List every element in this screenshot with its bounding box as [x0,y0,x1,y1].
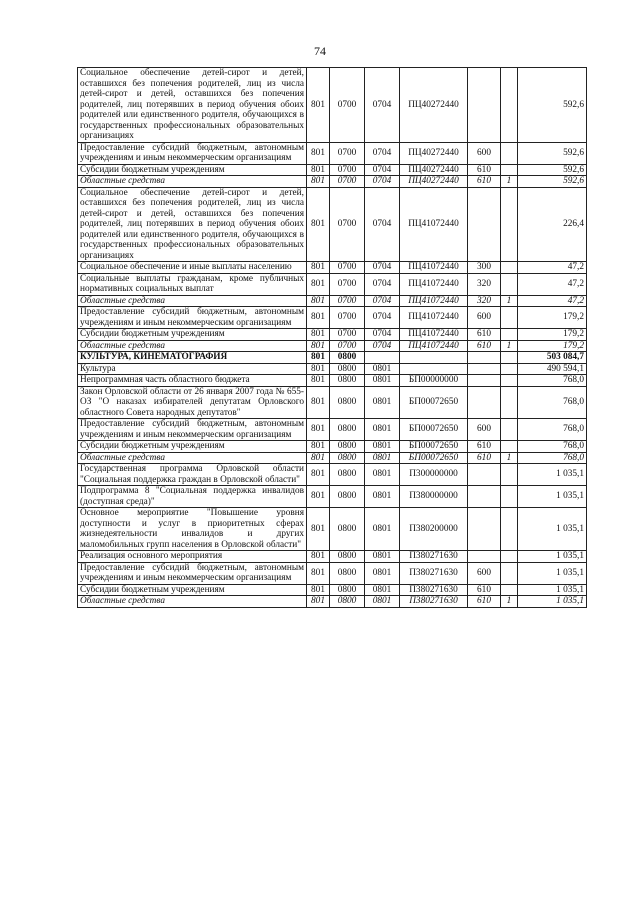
amount-cell: 1 035,1 [518,486,587,508]
table-row [78,441,587,453]
row-name-cell: Областные средства [78,176,307,188]
source-cell [501,164,518,176]
section-cell: 0800 [330,596,365,608]
amount-cell: 768,0 [518,452,587,464]
section-cell: 0800 [330,386,365,419]
row-name-cell: Областные средства [78,596,307,608]
subsection-cell: 0801 [365,464,400,486]
ved-cell: 801 [307,273,330,295]
table-row [78,295,587,307]
table-row [78,329,587,341]
table-row [78,452,587,464]
table-row [78,363,587,375]
row-name-cell: Предоставление субсидий бюджетным, автономным учреждениям и иным некоммерческим организациям [78,562,307,584]
source-cell [501,329,518,341]
target-article-cell: ПЦ40272440 [400,142,468,164]
table-row [78,562,587,584]
section-cell: 0700 [330,164,365,176]
ved-cell: 801 [307,176,330,188]
source-cell [501,551,518,563]
expense-type-cell: 610 [468,340,501,352]
subsection-cell: 0801 [365,584,400,596]
source-cell: 1 [501,452,518,464]
expense-type-cell [468,187,501,262]
source-cell [501,562,518,584]
expense-type-cell: 610 [468,164,501,176]
table-row [78,68,587,143]
ved-cell: 801 [307,486,330,508]
table-row [78,596,587,608]
amount-cell: 1 035,1 [518,562,587,584]
expense-type-cell [468,486,501,508]
expense-type-cell: 610 [468,441,501,453]
ved-cell: 801 [307,562,330,584]
subsection-cell: 0704 [365,187,400,262]
section-cell: 0700 [330,262,365,274]
source-cell [501,307,518,329]
expense-type-cell: 320 [468,273,501,295]
target-article-cell: ПЦ41072440 [400,307,468,329]
target-article-cell: П380271630 [400,551,468,563]
section-cell: 0800 [330,452,365,464]
subsection-cell: 0704 [365,273,400,295]
target-article-cell: П300000000 [400,464,468,486]
amount-cell: 1 035,1 [518,596,587,608]
section-cell: 0800 [330,375,365,387]
ved-cell: 801 [307,352,330,364]
amount-cell: 592,6 [518,164,587,176]
source-cell: 1 [501,176,518,188]
ved-cell: 801 [307,295,330,307]
ved-cell: 801 [307,375,330,387]
subsection-cell: 0801 [365,551,400,563]
source-cell [501,508,518,551]
expense-type-cell [468,386,501,419]
source-cell [501,68,518,143]
ved-cell: 801 [307,419,330,441]
table-row [78,486,587,508]
expense-type-cell: 600 [468,307,501,329]
ved-cell: 801 [307,584,330,596]
subsection-cell: 0801 [365,386,400,419]
subsection-cell: 0704 [365,307,400,329]
amount-cell: 768,0 [518,419,587,441]
target-article-cell: БП00000000 [400,375,468,387]
ved-cell: 801 [307,164,330,176]
row-name-cell: Предоставление субсидий бюджетным, автономным учреждениям и иным некоммерческим организациям [78,419,307,441]
section-cell: 0800 [330,486,365,508]
target-article-cell: ПЦ41072440 [400,273,468,295]
source-cell [501,187,518,262]
ved-cell: 801 [307,262,330,274]
target-article-cell: П380200000 [400,508,468,551]
page-number: 74 [314,44,326,58]
target-article-cell: П380271630 [400,562,468,584]
row-name-cell: КУЛЬТУРА, КИНЕМАТОГРАФИЯ [78,352,307,364]
source-cell: 1 [501,340,518,352]
row-name-cell: Областные средства [78,340,307,352]
ved-cell: 801 [307,508,330,551]
subsection-cell: 0801 [365,363,400,375]
target-article-cell: БП00072650 [400,386,468,419]
subsection-cell: 0801 [365,375,400,387]
budget-table [77,67,587,608]
target-article-cell: БП00072650 [400,419,468,441]
section-cell: 0800 [330,352,365,364]
target-article-cell: П380271630 [400,584,468,596]
amount-cell: 1 035,1 [518,584,587,596]
subsection-cell: 0704 [365,340,400,352]
expense-type-cell [468,464,501,486]
row-name-cell: Предоставление субсидий бюджетным, автономным учреждениям и иным некоммерческим организациям [78,142,307,164]
target-article-cell: ПЦ41072440 [400,187,468,262]
subsection-cell: 0704 [365,164,400,176]
expense-type-cell [468,551,501,563]
row-name-cell: Государственная программа Орловской области "Социальная поддержка граждан в Орловской области" [78,464,307,486]
section-cell: 0700 [330,295,365,307]
ved-cell: 801 [307,464,330,486]
ved-cell: 801 [307,187,330,262]
target-article-cell: ПЦ40272440 [400,68,468,143]
ved-cell: 801 [307,68,330,143]
section-cell: 0800 [330,464,365,486]
subsection-cell: 0704 [365,262,400,274]
amount-cell: 768,0 [518,386,587,419]
ved-cell: 801 [307,452,330,464]
row-name-cell: Социальное обеспечение детей-сирот и детей, оставшихся без попечения родителей, лиц из числа детей-сирот и детей, оставшихся без попечения родителей, лиц потерявших в период обучения обоих родителей или единственного родителя, обучающихся в государственных профессиональных образовательных организациях [78,68,307,143]
target-article-cell: П380000000 [400,486,468,508]
table-row [78,386,587,419]
section-cell: 0700 [330,273,365,295]
expense-type-cell: 610 [468,452,501,464]
amount-cell: 768,0 [518,441,587,453]
table-row [78,551,587,563]
table-row [78,340,587,352]
row-name-cell: Подпрограмма 8 "Социальная поддержка инвалидов (доступная среда)" [78,486,307,508]
section-cell: 0700 [330,307,365,329]
expense-type-cell: 600 [468,419,501,441]
section-cell: 0700 [330,176,365,188]
ved-cell: 801 [307,386,330,419]
amount-cell: 179,2 [518,307,587,329]
target-article-cell: БП00072650 [400,441,468,453]
amount-cell: 179,2 [518,329,587,341]
table-row [78,508,587,551]
section-cell: 0700 [330,329,365,341]
table-row [78,584,587,596]
section-cell: 0700 [330,142,365,164]
section-cell: 0800 [330,363,365,375]
expense-type-cell: 320 [468,295,501,307]
ved-cell: 801 [307,340,330,352]
expense-type-cell [468,363,501,375]
row-name-cell: Субсидии бюджетным учреждениям [78,584,307,596]
subsection-cell: 0704 [365,68,400,143]
target-article-cell: ПЦ41072440 [400,295,468,307]
amount-cell: 592,6 [518,142,587,164]
table-row [78,176,587,188]
source-cell [501,273,518,295]
source-cell [501,386,518,419]
target-article-cell [400,352,468,364]
table-body [78,68,587,608]
source-cell [501,584,518,596]
subsection-cell: 0801 [365,486,400,508]
subsection-cell: 0704 [365,142,400,164]
expense-type-cell: 610 [468,176,501,188]
table-row [78,307,587,329]
source-cell [501,419,518,441]
expense-type-cell: 610 [468,596,501,608]
row-name-cell: Культура [78,363,307,375]
target-article-cell [400,363,468,375]
section-cell: 0700 [330,68,365,143]
expense-type-cell [468,375,501,387]
expense-type-cell: 300 [468,262,501,274]
section-cell: 0800 [330,419,365,441]
source-cell: 1 [501,295,518,307]
subsection-cell: 0704 [365,329,400,341]
table-row [78,464,587,486]
subsection-cell: 0801 [365,452,400,464]
table-row [78,262,587,274]
row-name-cell: Предоставление субсидий бюджетным, автономным учреждениям и иным некоммерческим организациям [78,307,307,329]
ved-cell: 801 [307,596,330,608]
source-cell [501,464,518,486]
subsection-cell: 0801 [365,508,400,551]
table-row [78,352,587,364]
table-row [78,273,587,295]
row-name-cell: Социальные выплаты гражданам, кроме публичных нормативных социальных выплат [78,273,307,295]
section-cell: 0800 [330,441,365,453]
row-name-cell: Областные средства [78,452,307,464]
subsection-cell: 0801 [365,596,400,608]
amount-cell: 1 035,1 [518,464,587,486]
ved-cell: 801 [307,142,330,164]
amount-cell: 503 084,7 [518,352,587,364]
row-name-cell: Субсидии бюджетным учреждениям [78,329,307,341]
target-article-cell: ПЦ40272440 [400,164,468,176]
target-article-cell: ПЦ41072440 [400,329,468,341]
amount-cell: 179,2 [518,340,587,352]
amount-cell: 768,0 [518,375,587,387]
table-row [78,375,587,387]
expense-type-cell [468,68,501,143]
target-article-cell: ПЦ41072440 [400,340,468,352]
section-cell: 0700 [330,187,365,262]
subsection-cell: 0801 [365,562,400,584]
expense-type-cell: 600 [468,562,501,584]
row-name-cell: Основное мероприятие "Повышение уровня доступности и услуг в приоритетных сферах жизнедеятельности инвалидов и других маломобильных групп населения в Орловской области" [78,508,307,551]
amount-cell: 1 035,1 [518,551,587,563]
section-cell: 0800 [330,551,365,563]
ved-cell: 801 [307,307,330,329]
row-name-cell: Субсидии бюджетным учреждениям [78,441,307,453]
table-row [78,164,587,176]
amount-cell: 47,2 [518,295,587,307]
section-cell: 0800 [330,584,365,596]
subsection-cell: 0704 [365,295,400,307]
source-cell [501,375,518,387]
source-cell [501,486,518,508]
expense-type-cell [468,352,501,364]
subsection-cell [365,352,400,364]
row-name-cell: Реализация основного мероприятия [78,551,307,563]
row-name-cell: Закон Орловской области от 26 января 2007 года № 655-ОЗ "О наказах избирателей депутатам Орловского областного Совета народных депутатов" [78,386,307,419]
subsection-cell: 0704 [365,176,400,188]
source-cell [501,363,518,375]
target-article-cell: ПЦ41072440 [400,262,468,274]
expense-type-cell: 610 [468,584,501,596]
expense-type-cell [468,508,501,551]
amount-cell: 47,2 [518,262,587,274]
ved-cell: 801 [307,329,330,341]
subsection-cell: 0801 [365,441,400,453]
source-cell: 1 [501,596,518,608]
amount-cell: 226,4 [518,187,587,262]
expense-type-cell: 600 [468,142,501,164]
source-cell [501,352,518,364]
target-article-cell: П380271630 [400,596,468,608]
ved-cell: 801 [307,551,330,563]
section-cell: 0800 [330,508,365,551]
row-name-cell: Социальное обеспечение детей-сирот и детей, оставшихся без попечения родителей, лиц из числа детей-сирот и детей, оставшихся без попечения родителей, лиц потерявших в период обучения обоих родителей или единственного родителя, обучающихся в государственных профессиональных образовательных организациях [78,187,307,262]
row-name-cell: Социальное обеспечение и иные выплаты населению [78,262,307,274]
table-row [78,187,587,262]
amount-cell: 1 035,1 [518,508,587,551]
table-row [78,142,587,164]
target-article-cell: ПЦ40272440 [400,176,468,188]
subsection-cell: 0801 [365,419,400,441]
source-cell [501,142,518,164]
amount-cell: 592,6 [518,68,587,143]
expense-type-cell: 610 [468,329,501,341]
source-cell [501,262,518,274]
ved-cell: 801 [307,441,330,453]
amount-cell: 490 594,1 [518,363,587,375]
target-article-cell: БП00072650 [400,452,468,464]
amount-cell: 592,6 [518,176,587,188]
row-name-cell: Областные средства [78,295,307,307]
table-row [78,419,587,441]
row-name-cell: Субсидии бюджетным учреждениям [78,164,307,176]
source-cell [501,441,518,453]
row-name-cell: Непрограммная часть областного бюджета [78,375,307,387]
section-cell: 0800 [330,562,365,584]
ved-cell: 801 [307,363,330,375]
amount-cell: 47,2 [518,273,587,295]
section-cell: 0700 [330,340,365,352]
